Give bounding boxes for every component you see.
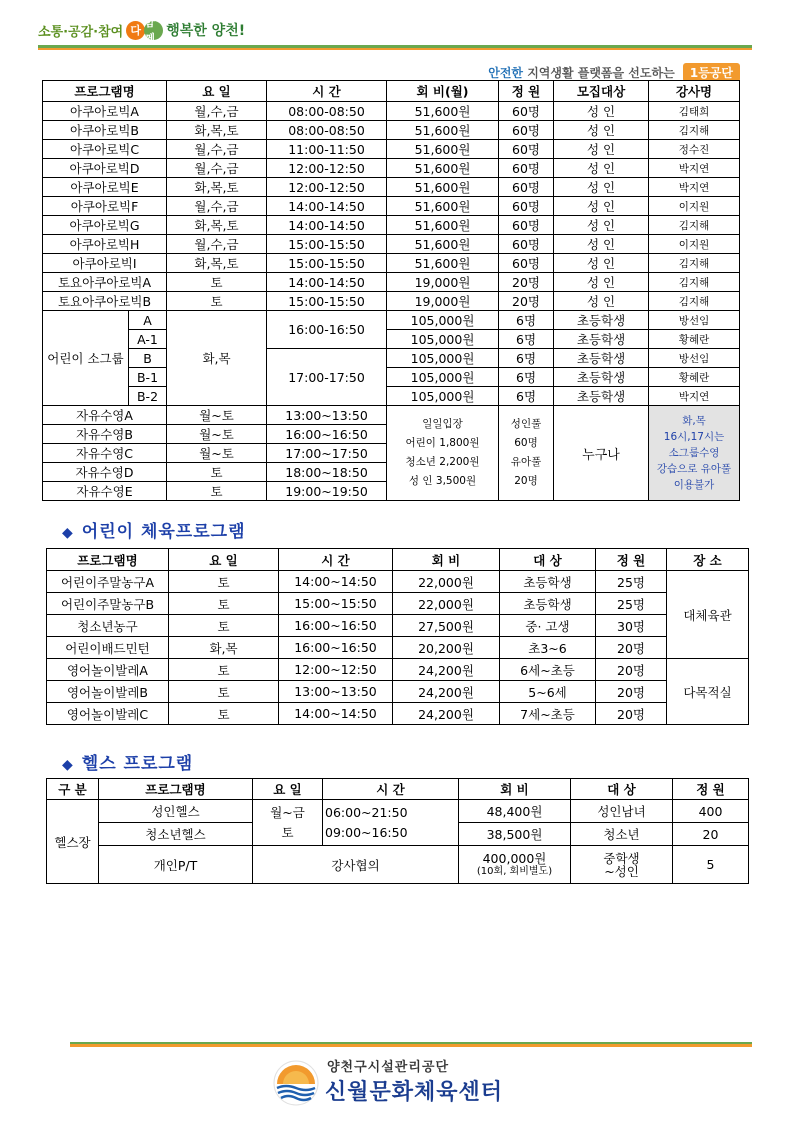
col-header: 정 원 bbox=[499, 81, 554, 102]
col-header: 회 비 bbox=[393, 549, 500, 571]
program-days: 토 bbox=[169, 593, 279, 615]
kids-instructor: 박지연 bbox=[649, 387, 740, 406]
program-time: 14:00-14:50 bbox=[267, 273, 387, 292]
col-header: 프로그램명 bbox=[99, 779, 253, 800]
program-capacity: 25명 bbox=[596, 593, 667, 615]
program-time: 15:00-15:50 bbox=[267, 235, 387, 254]
program-capacity: 60명 bbox=[499, 235, 554, 254]
diamond-bullet-icon: ◆ bbox=[62, 757, 74, 773]
notice-line: 16시,17시는 bbox=[663, 431, 725, 443]
table-row bbox=[47, 800, 749, 823]
notice-line: 화,목 bbox=[682, 415, 706, 427]
health-capacity: 400 bbox=[673, 800, 749, 823]
table-row bbox=[43, 140, 740, 159]
program-capacity: 60명 bbox=[499, 254, 554, 273]
col-header: 시 간 bbox=[279, 549, 393, 571]
program-days: 화,목,토 bbox=[167, 178, 267, 197]
program-target: 초등학생 bbox=[500, 571, 596, 593]
program-name: 토요아쿠아로빅A bbox=[43, 273, 167, 292]
free-swim-cap-line: 유아풀 bbox=[510, 456, 542, 468]
kids-fee: 105,000원 bbox=[387, 330, 499, 349]
program-fee: 51,600원 bbox=[387, 121, 499, 140]
health-target: 청소년 bbox=[571, 823, 673, 846]
health-time bbox=[323, 800, 459, 846]
program-capacity: 60명 bbox=[499, 197, 554, 216]
col-header: 시 간 bbox=[323, 779, 459, 800]
tagline-mid: 지역생활 플랫폼을 선도하는 bbox=[527, 66, 675, 80]
program-name: 영어놀이발레C bbox=[47, 703, 169, 725]
col-header: 정 원 bbox=[673, 779, 749, 800]
program-name: 아쿠아로빅E bbox=[43, 178, 167, 197]
table-row bbox=[43, 406, 740, 425]
col-header: 요 일 bbox=[253, 779, 323, 800]
program-capacity: 60명 bbox=[499, 140, 554, 159]
kids-instructor: 황혜란 bbox=[649, 368, 740, 387]
health-capacity: 5 bbox=[673, 846, 749, 884]
program-instructor: 김지해 bbox=[649, 216, 740, 235]
health-program-name: 청소년헬스 bbox=[99, 823, 253, 846]
program-name: 아쿠아로빅I bbox=[43, 254, 167, 273]
program-name: 어린이배드민턴 bbox=[47, 637, 169, 659]
kids-target: 초등학생 bbox=[554, 311, 649, 330]
free-swim-days: 월~토 bbox=[167, 425, 267, 444]
col-header: 프로그램명 bbox=[47, 549, 169, 571]
program-capacity: 60명 bbox=[499, 216, 554, 235]
kids-target: 초등학생 bbox=[554, 330, 649, 349]
kids-fee: 105,000원 bbox=[387, 387, 499, 406]
notice-line: 소그룹수영 bbox=[668, 447, 720, 459]
kids-code: A bbox=[129, 311, 167, 330]
program-target: 5~6세 bbox=[500, 681, 596, 703]
col-header: 회 비(월) bbox=[387, 81, 499, 102]
program-instructor: 박지연 bbox=[649, 159, 740, 178]
table-row bbox=[43, 197, 740, 216]
program-fee: 51,600원 bbox=[387, 140, 499, 159]
program-days: 월,수,금 bbox=[167, 159, 267, 178]
program-target: 성 인 bbox=[554, 159, 649, 178]
table-row bbox=[43, 102, 740, 121]
free-swim-cap-line: 20명 bbox=[514, 475, 538, 487]
program-instructor: 이지원 bbox=[649, 197, 740, 216]
table-row bbox=[43, 235, 740, 254]
free-swim-fee-line: 어린이 1,800원 bbox=[405, 437, 480, 449]
program-capacity: 20명 bbox=[596, 703, 667, 725]
free-swim-time: 17:00~17:50 bbox=[267, 444, 387, 463]
program-name: 아쿠아로빅C bbox=[43, 140, 167, 159]
health-pt-fee-note: (10회, 회비별도) bbox=[476, 865, 553, 877]
free-swim-fee-line: 일일입장 bbox=[422, 418, 463, 430]
table-row bbox=[43, 273, 740, 292]
program-days: 토 bbox=[169, 615, 279, 637]
program-instructor: 김지해 bbox=[649, 273, 740, 292]
slogan-text: 소통·공감·참여 bbox=[38, 24, 124, 40]
kids-instructor: 황혜란 bbox=[649, 330, 740, 349]
program-time: 14:00-14:50 bbox=[267, 197, 387, 216]
program-fee: 51,600원 bbox=[387, 102, 499, 121]
free-swim-time: 16:00~16:50 bbox=[267, 425, 387, 444]
kids-cap: 6명 bbox=[499, 349, 554, 368]
table-row bbox=[47, 846, 749, 884]
table-row bbox=[47, 637, 749, 659]
program-days: 토 bbox=[167, 292, 267, 311]
table-row bbox=[43, 178, 740, 197]
free-swim-target: 누구나 bbox=[554, 406, 649, 501]
program-target: 성 인 bbox=[554, 140, 649, 159]
program-instructor: 김지해 bbox=[649, 121, 740, 140]
kids-days: 화,목 bbox=[167, 311, 267, 406]
program-name: 아쿠아로빅D bbox=[43, 159, 167, 178]
program-days: 화,목,토 bbox=[167, 121, 267, 140]
header-slogan bbox=[38, 16, 246, 45]
kids-time-2: 17:00-17:50 bbox=[267, 349, 387, 406]
program-capacity: 20명 bbox=[596, 659, 667, 681]
program-days: 월,수,금 bbox=[167, 235, 267, 254]
program-instructor: 김지해 bbox=[649, 292, 740, 311]
free-swim-capacity bbox=[499, 406, 554, 501]
health-days bbox=[253, 800, 323, 846]
health-time-line: 09:00~16:50 bbox=[325, 824, 408, 840]
table-row bbox=[43, 349, 740, 368]
program-instructor: 박지연 bbox=[649, 178, 740, 197]
program-days: 토 bbox=[167, 273, 267, 292]
program-time: 08:00-08:50 bbox=[267, 121, 387, 140]
program-instructor: 김지해 bbox=[649, 254, 740, 273]
program-days: 토 bbox=[169, 659, 279, 681]
notice-line: 이용불가 bbox=[673, 479, 715, 491]
free-swim-time: 18:00~18:50 bbox=[267, 463, 387, 482]
kids-instructor: 방선임 bbox=[649, 311, 740, 330]
program-instructor: 김태희 bbox=[649, 102, 740, 121]
kids-code: B bbox=[129, 349, 167, 368]
program-time: 14:00-14:50 bbox=[267, 216, 387, 235]
kids-fee: 105,000원 bbox=[387, 368, 499, 387]
slogan-badge-da: 다 bbox=[126, 21, 145, 40]
free-swim-notice bbox=[649, 406, 740, 501]
program-capacity: 60명 bbox=[499, 102, 554, 121]
program-name: 아쿠아로빅F bbox=[43, 197, 167, 216]
table-header-row bbox=[43, 81, 740, 102]
health-capacity: 20 bbox=[673, 823, 749, 846]
health-fee: 38,500원 bbox=[459, 823, 571, 846]
program-fee: 24,200원 bbox=[393, 703, 500, 725]
free-swim-time: 13:00~13:50 bbox=[267, 406, 387, 425]
sun-wave-logo-icon bbox=[273, 1060, 319, 1106]
table-row bbox=[47, 681, 749, 703]
program-time: 12:00~12:50 bbox=[279, 659, 393, 681]
program-target: 성 인 bbox=[554, 178, 649, 197]
program-fee: 20,200원 bbox=[393, 637, 500, 659]
table-row bbox=[43, 387, 740, 406]
program-target: 초등학생 bbox=[500, 593, 596, 615]
table-row bbox=[43, 216, 740, 235]
slogan-end: 행복한 양천! bbox=[166, 23, 246, 39]
program-time: 15:00-15:50 bbox=[267, 292, 387, 311]
col-header: 대 상 bbox=[500, 549, 596, 571]
health-pt-fee-line: 400,000원 bbox=[482, 850, 547, 866]
program-name: 영어놀이발레B bbox=[47, 681, 169, 703]
program-target: 중· 고생 bbox=[500, 615, 596, 637]
tagline-pre: 안전한 bbox=[488, 66, 524, 80]
health-target: 성인남녀 bbox=[571, 800, 673, 823]
program-name: 아쿠아로빅G bbox=[43, 216, 167, 235]
program-name: 아쿠아로빅H bbox=[43, 235, 167, 254]
col-header: 구 분 bbox=[47, 779, 99, 800]
free-swim-cap-line: 60명 bbox=[514, 437, 538, 449]
table-row bbox=[43, 159, 740, 178]
program-name: 아쿠아로빅B bbox=[43, 121, 167, 140]
program-days: 토 bbox=[169, 571, 279, 593]
health-pt-target-line: ~성인 bbox=[604, 863, 639, 879]
program-target: 초3~6 bbox=[500, 637, 596, 659]
col-header: 프로그램명 bbox=[43, 81, 167, 102]
kids-instructor: 방선임 bbox=[649, 349, 740, 368]
footer-center-name: 신월문화체육센터 bbox=[325, 1080, 504, 1105]
table-row bbox=[43, 121, 740, 140]
kids-code: B-1 bbox=[129, 368, 167, 387]
header-divider-orange bbox=[38, 48, 752, 50]
table-row bbox=[47, 659, 749, 681]
program-capacity: 20명 bbox=[499, 292, 554, 311]
program-name: 영어놀이발레A bbox=[47, 659, 169, 681]
program-target: 6세~초등 bbox=[500, 659, 596, 681]
program-time: 11:00-11:50 bbox=[267, 140, 387, 159]
program-fee: 51,600원 bbox=[387, 159, 499, 178]
table-row bbox=[43, 311, 740, 330]
free-swim-cap-line: 성인풀 bbox=[510, 418, 542, 430]
table-row bbox=[47, 571, 749, 593]
program-capacity: 20명 bbox=[596, 681, 667, 703]
table-row bbox=[47, 703, 749, 725]
health-pt-fee bbox=[459, 846, 571, 884]
kids-fee: 105,000원 bbox=[387, 349, 499, 368]
health-fee: 48,400원 bbox=[459, 800, 571, 823]
program-time: 13:00~13:50 bbox=[279, 681, 393, 703]
section-title-health bbox=[62, 749, 193, 774]
health-program-name: 성인헬스 bbox=[99, 800, 253, 823]
table-row bbox=[43, 292, 740, 311]
program-time: 15:00-15:50 bbox=[267, 254, 387, 273]
program-target: 성 인 bbox=[554, 254, 649, 273]
section-title-text: 헬스 프로그램 bbox=[81, 754, 194, 774]
program-days: 월,수,금 bbox=[167, 140, 267, 159]
free-swim-fee-line: 성 인 3,500원 bbox=[408, 475, 477, 487]
program-name: 어린이주말농구B bbox=[47, 593, 169, 615]
program-days: 화,목 bbox=[169, 637, 279, 659]
health-pt-target-line: 중학생 bbox=[603, 850, 640, 866]
program-target: 성 인 bbox=[554, 102, 649, 121]
program-name: 토요아쿠아로빅B bbox=[43, 292, 167, 311]
free-swim-name: 자유수영D bbox=[43, 463, 167, 482]
program-capacity: 30명 bbox=[596, 615, 667, 637]
program-time: 14:00~14:50 bbox=[279, 703, 393, 725]
notice-line: 강습으로 유아풀 bbox=[656, 463, 732, 475]
program-fee: 51,600원 bbox=[387, 197, 499, 216]
program-target: 성 인 bbox=[554, 235, 649, 254]
col-header: 모집대상 bbox=[554, 81, 649, 102]
kids-sports-table bbox=[46, 548, 749, 725]
health-pt-time: 강사협의 bbox=[253, 846, 459, 884]
col-header: 장 소 bbox=[667, 549, 749, 571]
free-swim-days: 월~토 bbox=[167, 444, 267, 463]
program-time: 08:00-08:50 bbox=[267, 102, 387, 121]
kids-target: 초등학생 bbox=[554, 387, 649, 406]
col-header: 대 상 bbox=[571, 779, 673, 800]
program-time: 16:00~16:50 bbox=[279, 637, 393, 659]
program-capacity: 20명 bbox=[596, 637, 667, 659]
program-capacity: 60명 bbox=[499, 159, 554, 178]
table-row bbox=[47, 593, 749, 615]
program-location: 대체육관 bbox=[667, 571, 749, 659]
tagline-badge: 1등공단 bbox=[683, 63, 740, 82]
section-title-text: 어린이 체육프로그램 bbox=[81, 522, 246, 542]
health-category: 헬스장 bbox=[47, 800, 99, 884]
kids-code: B-2 bbox=[129, 387, 167, 406]
program-name: 아쿠아로빅A bbox=[43, 102, 167, 121]
health-time-line: 06:00~21:50 bbox=[325, 804, 408, 820]
program-days: 월,수,금 bbox=[167, 197, 267, 216]
free-swim-days: 토 bbox=[167, 482, 267, 501]
program-capacity: 20명 bbox=[499, 273, 554, 292]
program-location: 다목적실 bbox=[667, 659, 749, 725]
program-capacity: 25명 bbox=[596, 571, 667, 593]
table-header-row bbox=[47, 549, 749, 571]
kids-cap: 6명 bbox=[499, 311, 554, 330]
program-fee: 24,200원 bbox=[393, 681, 500, 703]
table-row bbox=[43, 330, 740, 349]
program-fee: 51,600원 bbox=[387, 254, 499, 273]
program-fee: 22,000원 bbox=[393, 593, 500, 615]
kids-cap: 6명 bbox=[499, 387, 554, 406]
kids-cap: 6명 bbox=[499, 368, 554, 387]
table-row bbox=[43, 254, 740, 273]
program-instructor: 정수진 bbox=[649, 140, 740, 159]
program-days: 화,목,토 bbox=[167, 254, 267, 273]
kids-fee: 105,000원 bbox=[387, 311, 499, 330]
free-swim-name: 자유수영C bbox=[43, 444, 167, 463]
table-header-row bbox=[47, 779, 749, 800]
program-target: 성 인 bbox=[554, 197, 649, 216]
program-days: 토 bbox=[169, 703, 279, 725]
program-name: 청소년농구 bbox=[47, 615, 169, 637]
free-swim-days: 월~토 bbox=[167, 406, 267, 425]
health-program-name: 개인P/T bbox=[99, 846, 253, 884]
kids-group-name: 어린이 소그룹 bbox=[43, 311, 129, 406]
col-header: 요 일 bbox=[167, 81, 267, 102]
col-header: 시 간 bbox=[267, 81, 387, 102]
col-header: 정 원 bbox=[596, 549, 667, 571]
free-swim-fee-line: 청소년 2,200원 bbox=[405, 456, 480, 468]
health-days-line: 토 bbox=[281, 824, 294, 840]
program-fee: 51,600원 bbox=[387, 178, 499, 197]
program-target: 성 인 bbox=[554, 216, 649, 235]
table-row bbox=[47, 615, 749, 637]
kids-target: 초등학생 bbox=[554, 349, 649, 368]
program-time: 15:00~15:50 bbox=[279, 593, 393, 615]
program-fee: 51,600원 bbox=[387, 216, 499, 235]
program-capacity: 60명 bbox=[499, 178, 554, 197]
program-capacity: 60명 bbox=[499, 121, 554, 140]
kids-time-1: 16:00-16:50 bbox=[267, 311, 387, 349]
kids-code: A-1 bbox=[129, 330, 167, 349]
program-target: 성 인 bbox=[554, 292, 649, 311]
col-header: 강사명 bbox=[649, 81, 740, 102]
program-time: 16:00~16:50 bbox=[279, 615, 393, 637]
program-fee: 22,000원 bbox=[393, 571, 500, 593]
col-header: 요 일 bbox=[169, 549, 279, 571]
program-time: 12:00-12:50 bbox=[267, 178, 387, 197]
program-target: 성 인 bbox=[554, 121, 649, 140]
program-fee: 51,600원 bbox=[387, 235, 499, 254]
footer-org-name: 양천구시설관리공단 bbox=[327, 1060, 450, 1075]
program-fee: 27,500원 bbox=[393, 615, 500, 637]
section-title-kids-sports bbox=[62, 517, 246, 542]
col-header: 회 비 bbox=[459, 779, 571, 800]
free-swim-name: 자유수영B bbox=[43, 425, 167, 444]
program-days: 월,수,금 bbox=[167, 102, 267, 121]
diamond-bullet-icon: ◆ bbox=[62, 525, 74, 541]
slogan-badge-together: 함께 bbox=[144, 21, 163, 40]
free-swim-time: 19:00~19:50 bbox=[267, 482, 387, 501]
program-fee: 19,000원 bbox=[387, 273, 499, 292]
free-swim-name: 자유수영E bbox=[43, 482, 167, 501]
kids-cap: 6명 bbox=[499, 330, 554, 349]
health-program-table bbox=[46, 778, 749, 884]
program-instructor: 이지원 bbox=[649, 235, 740, 254]
program-name: 어린이주말농구A bbox=[47, 571, 169, 593]
program-time: 14:00~14:50 bbox=[279, 571, 393, 593]
free-swim-name: 자유수영A bbox=[43, 406, 167, 425]
swim-program-table bbox=[42, 80, 740, 501]
program-days: 화,목,토 bbox=[167, 216, 267, 235]
health-pt-target bbox=[571, 846, 673, 884]
program-fee: 24,200원 bbox=[393, 659, 500, 681]
footer-divider-orange bbox=[70, 1044, 752, 1047]
kids-target: 초등학생 bbox=[554, 368, 649, 387]
free-swim-days: 토 bbox=[167, 463, 267, 482]
program-days: 토 bbox=[169, 681, 279, 703]
health-days-line: 월~금 bbox=[270, 804, 305, 820]
table-row bbox=[43, 368, 740, 387]
program-target: 7세~초등 bbox=[500, 703, 596, 725]
program-target: 성 인 bbox=[554, 273, 649, 292]
program-time: 12:00-12:50 bbox=[267, 159, 387, 178]
program-fee: 19,000원 bbox=[387, 292, 499, 311]
free-swim-fee bbox=[387, 406, 499, 501]
